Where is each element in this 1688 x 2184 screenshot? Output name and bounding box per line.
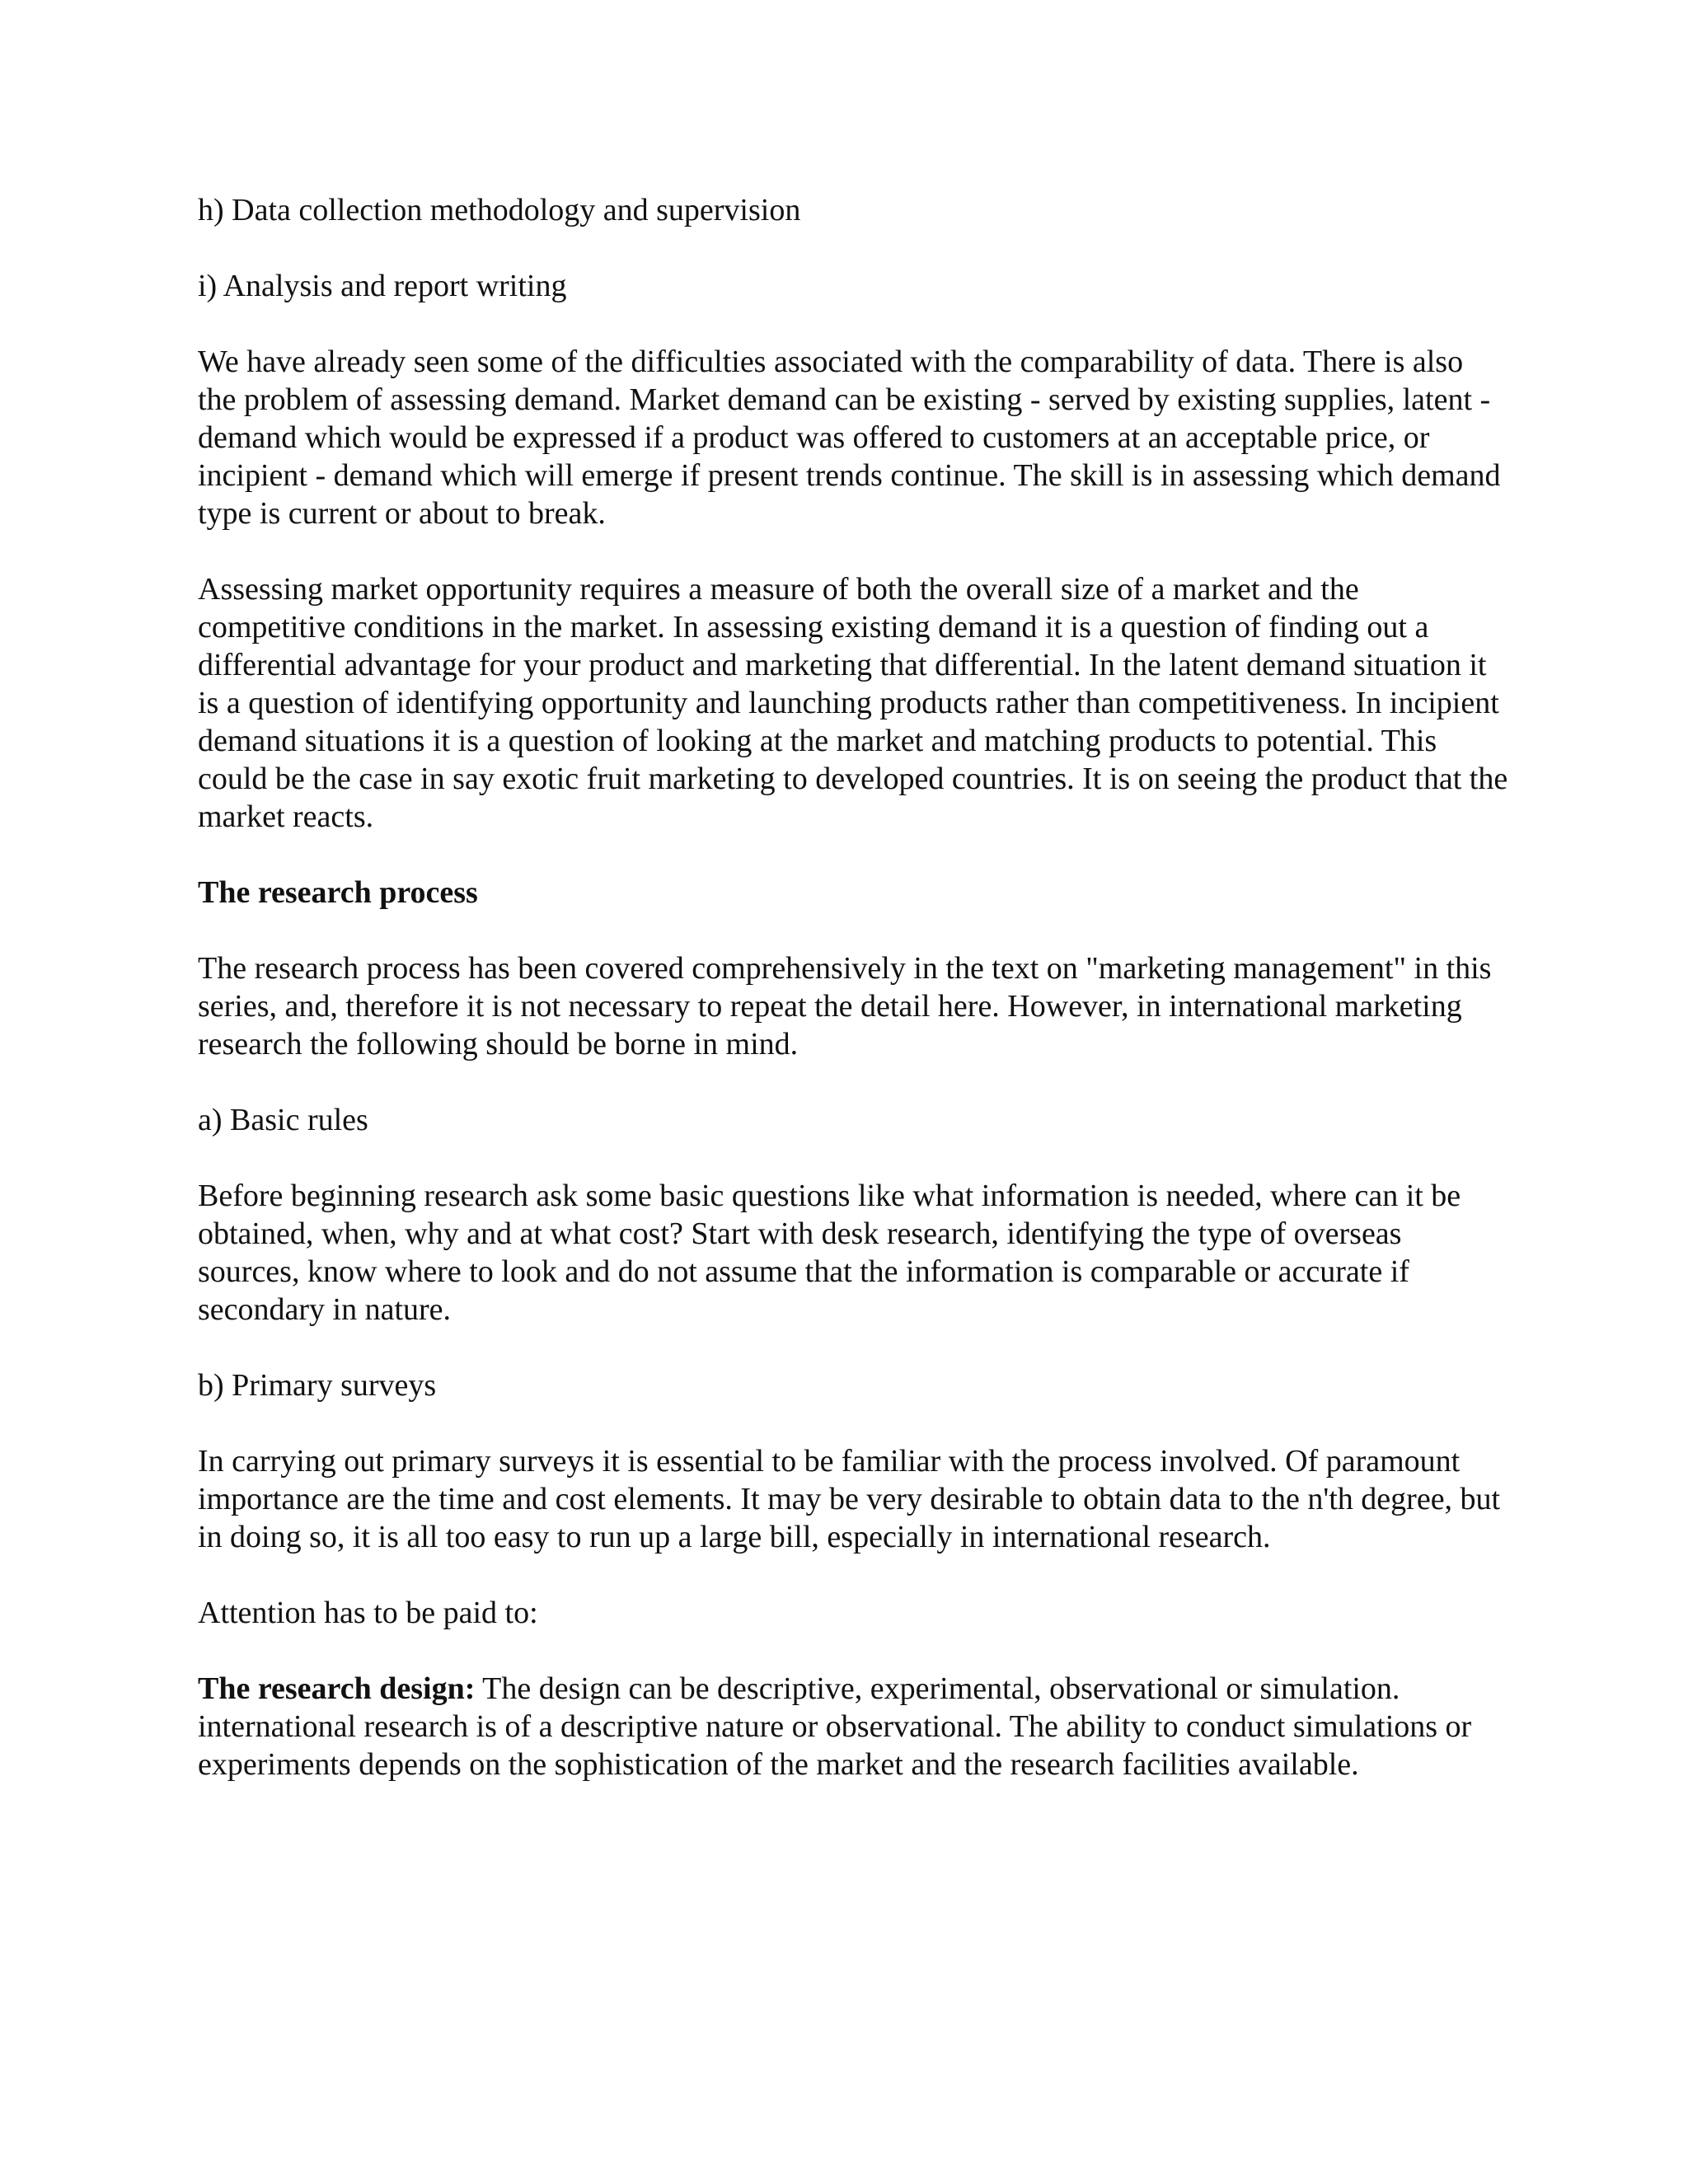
paragraph-attention: Attention has to be paid to:	[198, 1596, 538, 1630]
research-design-label: The research design:	[198, 1671, 476, 1706]
paragraph-opportunity: Assessing market opportunity requires a measure of both the overall size of a market and the competitive conditions in the market. In assessing existing demand it is a question of finding out a differential advantage for your product and marketing that differential. In the latent demand situation it is a question of identifying opportunity and launching products rather than competitiveness. In incipient demand situations it is a question of looking at the market and matching products to potential. This could be the case in say exotic fruit marketing to developed countries. It is on seeing the product that the market reacts.	[198, 572, 1508, 834]
paragraph-primary-surveys: In carrying out primary surveys it is essential to be familiar with the process involved. Of paramount importance are the time and cost elements. It may be very desirable to obtain data to the n'th degree, but in doing so, it is all too easy to run up a large bill, especially in international research.	[198, 1444, 1501, 1554]
paragraph-research-design	[198, 1670, 1508, 1783]
list-item-h: h) Data collection methodology and supervision	[198, 193, 801, 227]
research-design-text: The design can be descriptive, experimental, observational or simulation. international research is of a descriptive nature or observational. The ability to conduct simulations or experiments depends on the sophistication of the market and the research facilities available.	[198, 1671, 1472, 1782]
list-item-b: b) Primary surveys	[198, 1368, 437, 1403]
list-item-a: a) Basic rules	[198, 1103, 368, 1137]
paragraph-process: The research process has been covered comprehensively in the text on "marketing management" in this series, and, therefore it is not necessary to repeat the detail here. However, in international marketing research the following should be borne in mind.	[198, 951, 1492, 1062]
list-item-i: i) Analysis and report writing	[198, 269, 567, 303]
paragraph-demand: We have already seen some of the difficulties associated with the comparability of data. There is also the problem of assessing demand. Market demand can be existing - served by existing supplies, latent -demand which would be expressed if a product was offered to customers at an acceptable price, or incipient - demand which will emerge if present trends continue. The skill is in assessing which demand type is current or about to break.	[198, 344, 1501, 531]
document-page	[198, 191, 1508, 1821]
section-heading: The research process	[198, 875, 478, 910]
paragraph-basic-rules: Before beginning research ask some basic questions like what information is needed, where can it be obtained, when, why and at what cost? Start with desk research, identifying the type of overseas sources, know where to look and do not assume that the information is comparable or accurate if secondary in nature.	[198, 1179, 1461, 1327]
